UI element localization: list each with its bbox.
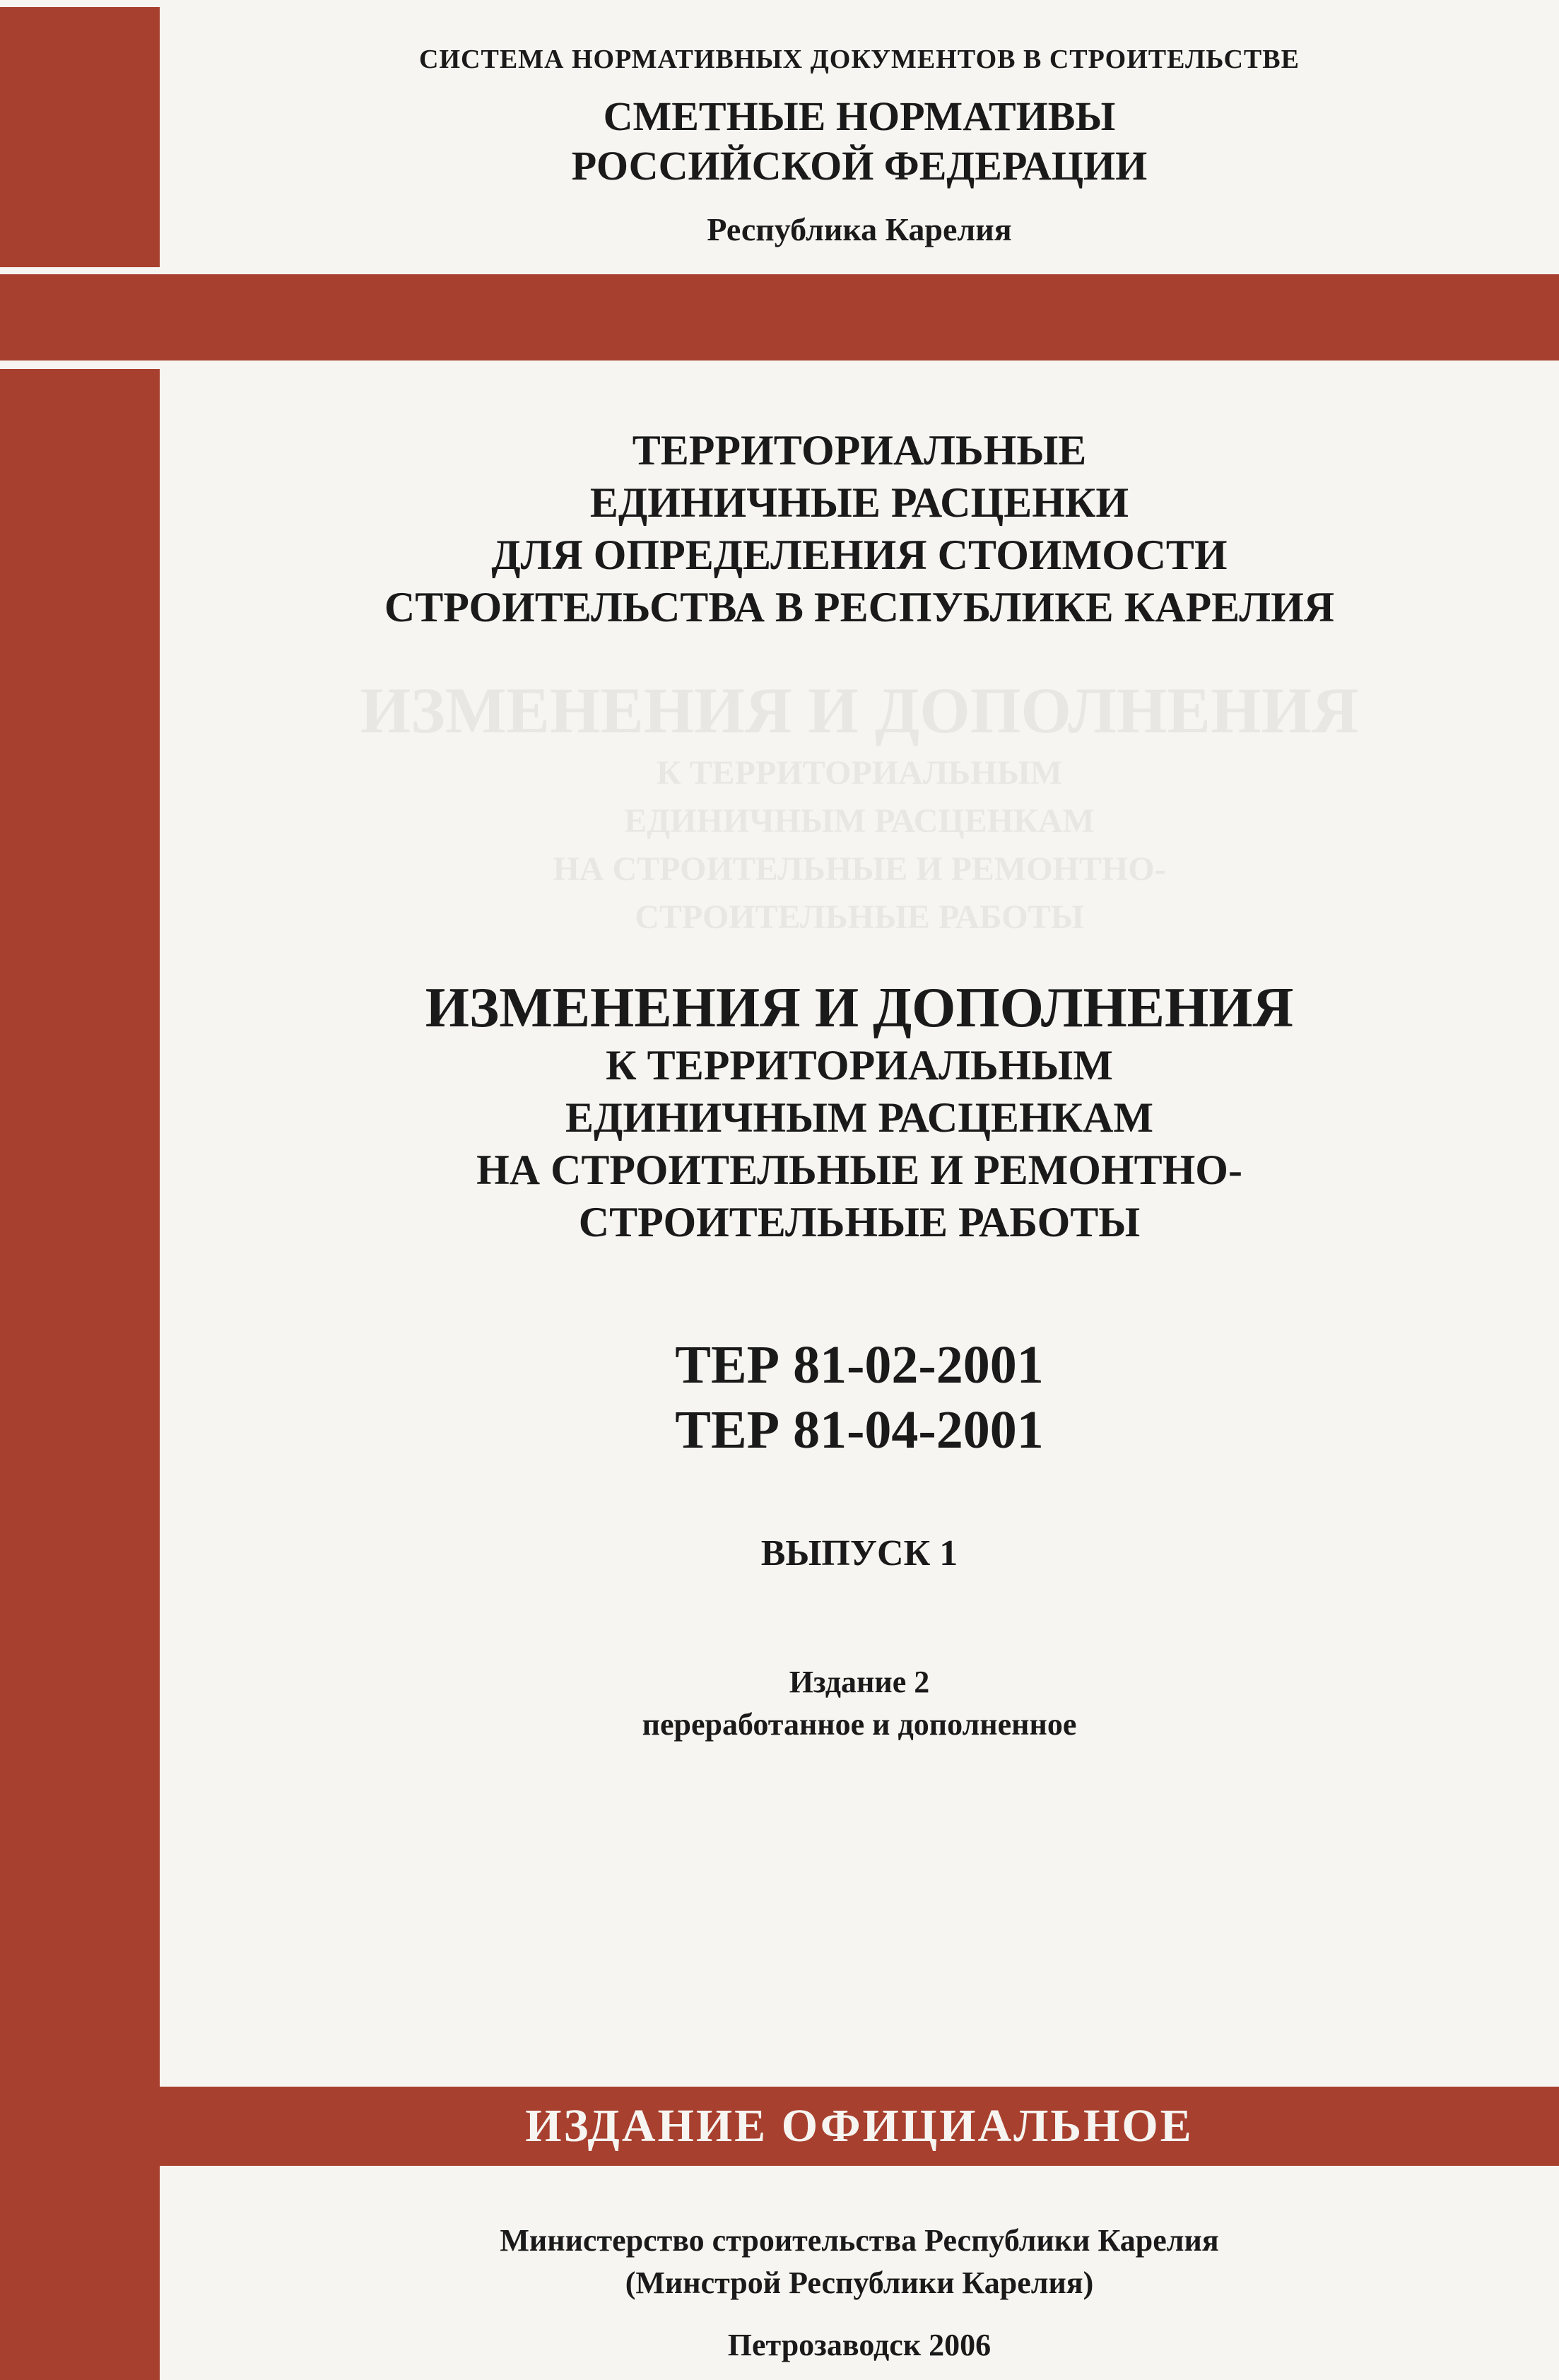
norms-line-1: СМЕТНЫЕ НОРМАТИВЫ	[603, 93, 1116, 139]
changes-sub-line-4: СТРОИТЕЛЬНЫЕ РАБОТЫ	[578, 1199, 1141, 1245]
code-1: ТЕР 81-02-2001	[675, 1335, 1044, 1395]
title-line-4: СТРОИТЕЛЬСТВА В РЕСПУБЛИКЕ КАРЕЛИЯ	[384, 584, 1335, 631]
publisher-line-2: (Минстрой Республики Карелия)	[625, 2265, 1094, 2300]
changes-sub-line-2: ЕДИНИЧНЫМ РАСЦЕНКАМ	[565, 1094, 1154, 1141]
bleed-through-heading: ИЗМЕНЕНИЯ И ДОПОЛНЕНИЯ	[360, 674, 1359, 746]
city-year	[160, 2327, 1559, 2363]
title-line-1: ТЕРРИТОРИАЛЬНЫЕ	[632, 427, 1087, 474]
edition-number: Издание 2	[789, 1665, 930, 1699]
region-text: Республика Карелия	[707, 211, 1012, 247]
publisher-line-1: Министерство строительства Республики Карелия	[500, 2223, 1219, 2258]
changes-heading	[160, 975, 1559, 1040]
norms-line-2: РОССИЙСКОЙ ФЕДЕРАЦИИ	[571, 143, 1148, 189]
city-year-text: Петрозаводск 2006	[727, 2328, 992, 2362]
region-name	[160, 211, 1559, 248]
official-edition-label: ИЗДАНИЕ ОФИЦИАЛЬНОЕ	[525, 2100, 1194, 2152]
official-edition-band	[0, 2087, 1559, 2166]
system-line-text: СИСТЕМА НОРМАТИВНЫХ ДОКУМЕНТОВ В СТРОИТЕЛЬСТВЕ	[419, 45, 1300, 74]
code-2: ТЕР 81-04-2001	[675, 1400, 1044, 1460]
document-title	[160, 424, 1559, 633]
changes-subheading	[160, 1039, 1559, 1248]
bleed-through-subheading: К ТЕРРИТОРИАЛЬНЫМ ЕДИНИЧНЫМ РАСЦЕНКАМ НА СТРОИТЕЛЬНЫЕ И РЕМОНТНО- СТРОИТЕЛЬНЫЕ РАБОТЫ	[553, 754, 1166, 936]
title-line-2: ЕДИНИЧНЫЕ РАСЦЕНКИ	[589, 479, 1129, 526]
edition-note: переработанное и дополненное	[642, 1707, 1077, 1742]
issue-text: ВЫПУСК 1	[760, 1533, 958, 1573]
system-line	[160, 44, 1559, 75]
title-line-3: ДЛЯ ОПРЕДЕЛЕНИЯ СТОИМОСТИ	[491, 532, 1228, 578]
changes-heading-text: ИЗМЕНЕНИЯ И ДОПОЛНЕНИЯ	[425, 977, 1294, 1039]
left-red-bar-middle	[0, 369, 160, 2090]
norms-heading	[160, 92, 1559, 191]
changes-sub-line-1: К ТЕРРИТОРИАЛЬНЫМ	[606, 1042, 1113, 1089]
issue-number	[160, 1532, 1559, 1574]
publisher	[160, 2220, 1559, 2304]
left-red-bar-top	[0, 7, 160, 267]
changes-sub-line-3: НА СТРОИТЕЛЬНЫЕ И РЕМОНТНО-	[476, 1147, 1242, 1193]
edition-info	[160, 1661, 1559, 1746]
upper-red-band	[0, 274, 1559, 360]
document-codes	[160, 1332, 1559, 1462]
